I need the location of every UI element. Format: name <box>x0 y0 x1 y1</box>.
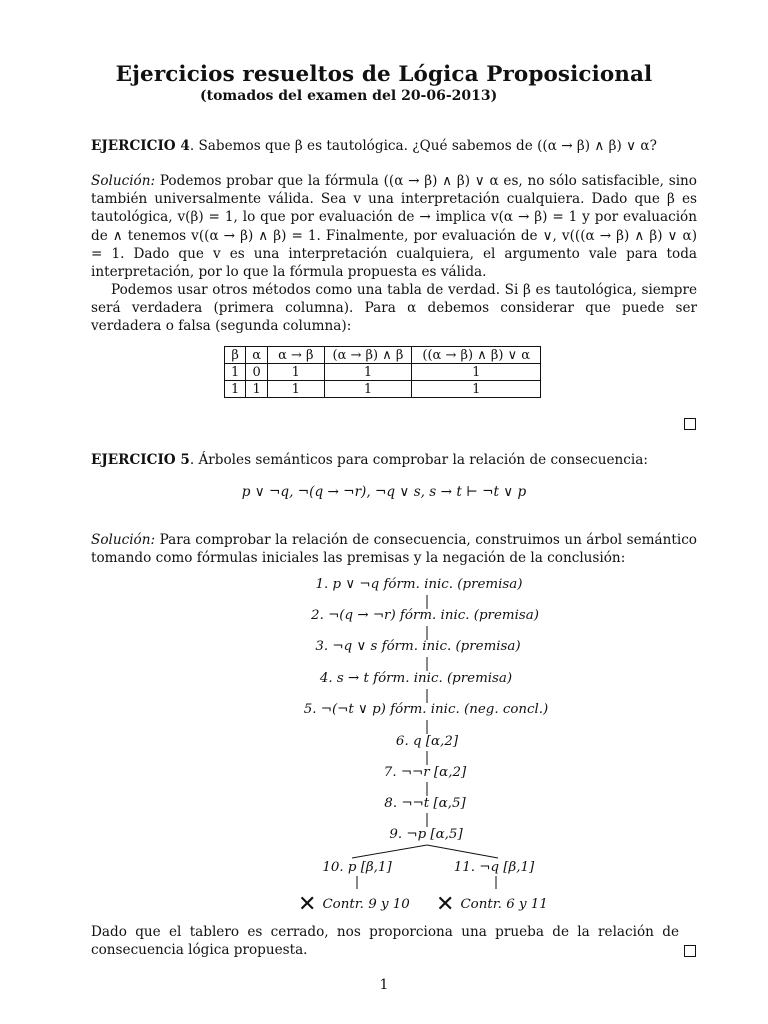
page-subtitle: (tomados del examen del 20-06-2013) <box>200 88 498 104</box>
closure-right <box>436 892 548 917</box>
tree-edge-left <box>352 845 427 858</box>
tree-node-7: 7. ¬¬r [α,2] <box>383 765 467 780</box>
tree-edge-right <box>427 845 498 858</box>
truth-table-cell: 0 <box>246 364 268 381</box>
closure-cross-icon: ✕ <box>436 892 455 917</box>
truth-table-cell: 1 <box>246 381 268 398</box>
truth-table-cell: 1 <box>324 364 412 381</box>
ej5-label: EJERCICIO 5 <box>91 452 190 468</box>
tree-node-10: 10. p [β,1] <box>322 860 392 875</box>
truth-table-cell: 1 <box>268 364 324 381</box>
ej4-solution-text: Podemos probar que la fórmula ((α → β) ∧ β) ∨ α es, no sólo satisfacible, sino también universalmente válida. Sea v una interpretación cualquiera. Dado que β es tautológica, v(β) = 1, lo que por evaluación de → implica v(α → β) = 1 y por evaluación de ∧ tenemos v((α → β) ∧ β) = 1. Finalmente, por evaluación de ∨, v(((α → β) ∧ β) ∨ α) = 1. Dado que v es una interpretación cualquiera, el argumento vale para toda interpretación, por lo que la fórmula propuesta es válida. <box>91 173 697 281</box>
ej4-solution-label: Solución: <box>91 173 156 189</box>
page-number: 1 <box>379 977 389 993</box>
page-title: Ejercicios resueltos de Lógica Proposicional <box>115 62 653 87</box>
truth-table-header: α <box>246 347 268 364</box>
tree-node-3: 3. ¬q ∨ s fórm. inic. (premisa) <box>315 639 521 654</box>
tree-node-2: 2. ¬(q → ¬r) fórm. inic. (premisa) <box>311 608 539 623</box>
truth-table-cell: 1 <box>268 381 324 398</box>
truth-table-header: ((α → β) ∧ β) ∨ α <box>412 347 541 364</box>
truth-table-cell: 1 <box>412 364 541 381</box>
truth-table-header: (α → β) ∧ β <box>324 347 412 364</box>
ej5-conclusion: Dado que el tablero es cerrado, nos proporciona una prueba de la relación de consecuencia lógica propuesta. <box>91 924 679 959</box>
tree-node-4: 4. s → t fórm. inic. (premisa) <box>319 671 513 686</box>
ej5-solution-label: Solución: <box>91 532 156 548</box>
closure-left-text: Contr. 9 y 10 <box>322 897 410 912</box>
truth-table-header: β <box>225 347 246 364</box>
tree-node-9: 9. ¬p [α,5] <box>389 827 463 842</box>
closure-cross-icon: ✕ <box>298 892 317 917</box>
closure-left <box>298 892 410 917</box>
truth-table-header: α → β <box>268 347 324 364</box>
tree-node-1: 1. p ∨ ¬q fórm. inic. (premisa) <box>315 577 523 592</box>
ej4-statement-text: . Sabemos que β es tautológica. ¿Qué sabemos de ((α → β) ∧ β) ∨ α? <box>189 138 657 154</box>
ej5-formula: p ∨ ¬q, ¬(q → ¬r), ¬q ∨ s, s → t ⊢ ¬t ∨ p <box>241 484 527 500</box>
truth-table-cell: 1 <box>324 381 412 398</box>
ej5-solution-text: Para comprobar la relación de consecuencia, construimos un árbol semántico tomando como fórmulas iniciales las premisas y la negación de la conclusión: <box>91 532 697 567</box>
tree-node-6: 6. q [α,2] <box>395 734 459 749</box>
truth-table-cell: 1 <box>225 381 246 398</box>
qed-square-icon <box>684 945 696 957</box>
truth-table-cell: 1 <box>412 381 541 398</box>
tree-node-11: 11. ¬q [β,1] <box>453 860 535 875</box>
ej4-label: EJERCICIO 4 <box>91 138 190 154</box>
truth-table-cell: 1 <box>225 364 246 381</box>
tree-node-5: 5. ¬(¬t ∨ p) fórm. inic. (neg. concl.) <box>303 702 549 717</box>
ej4-paragraph-2: Podemos usar otros métodos como una tabla de verdad. Si β es tautológica, siempre será verdadera (primera columna). Para α debemos considerar que puede ser verdadera o falsa (segunda columna): <box>91 282 697 335</box>
ej5-statement-text: . Árboles semánticos para comprobar la relación de consecuencia: <box>189 452 648 468</box>
closure-right-text: Contr. 6 y 11 <box>460 897 548 912</box>
tree-node-8: 8. ¬¬t [α,5] <box>384 796 466 811</box>
